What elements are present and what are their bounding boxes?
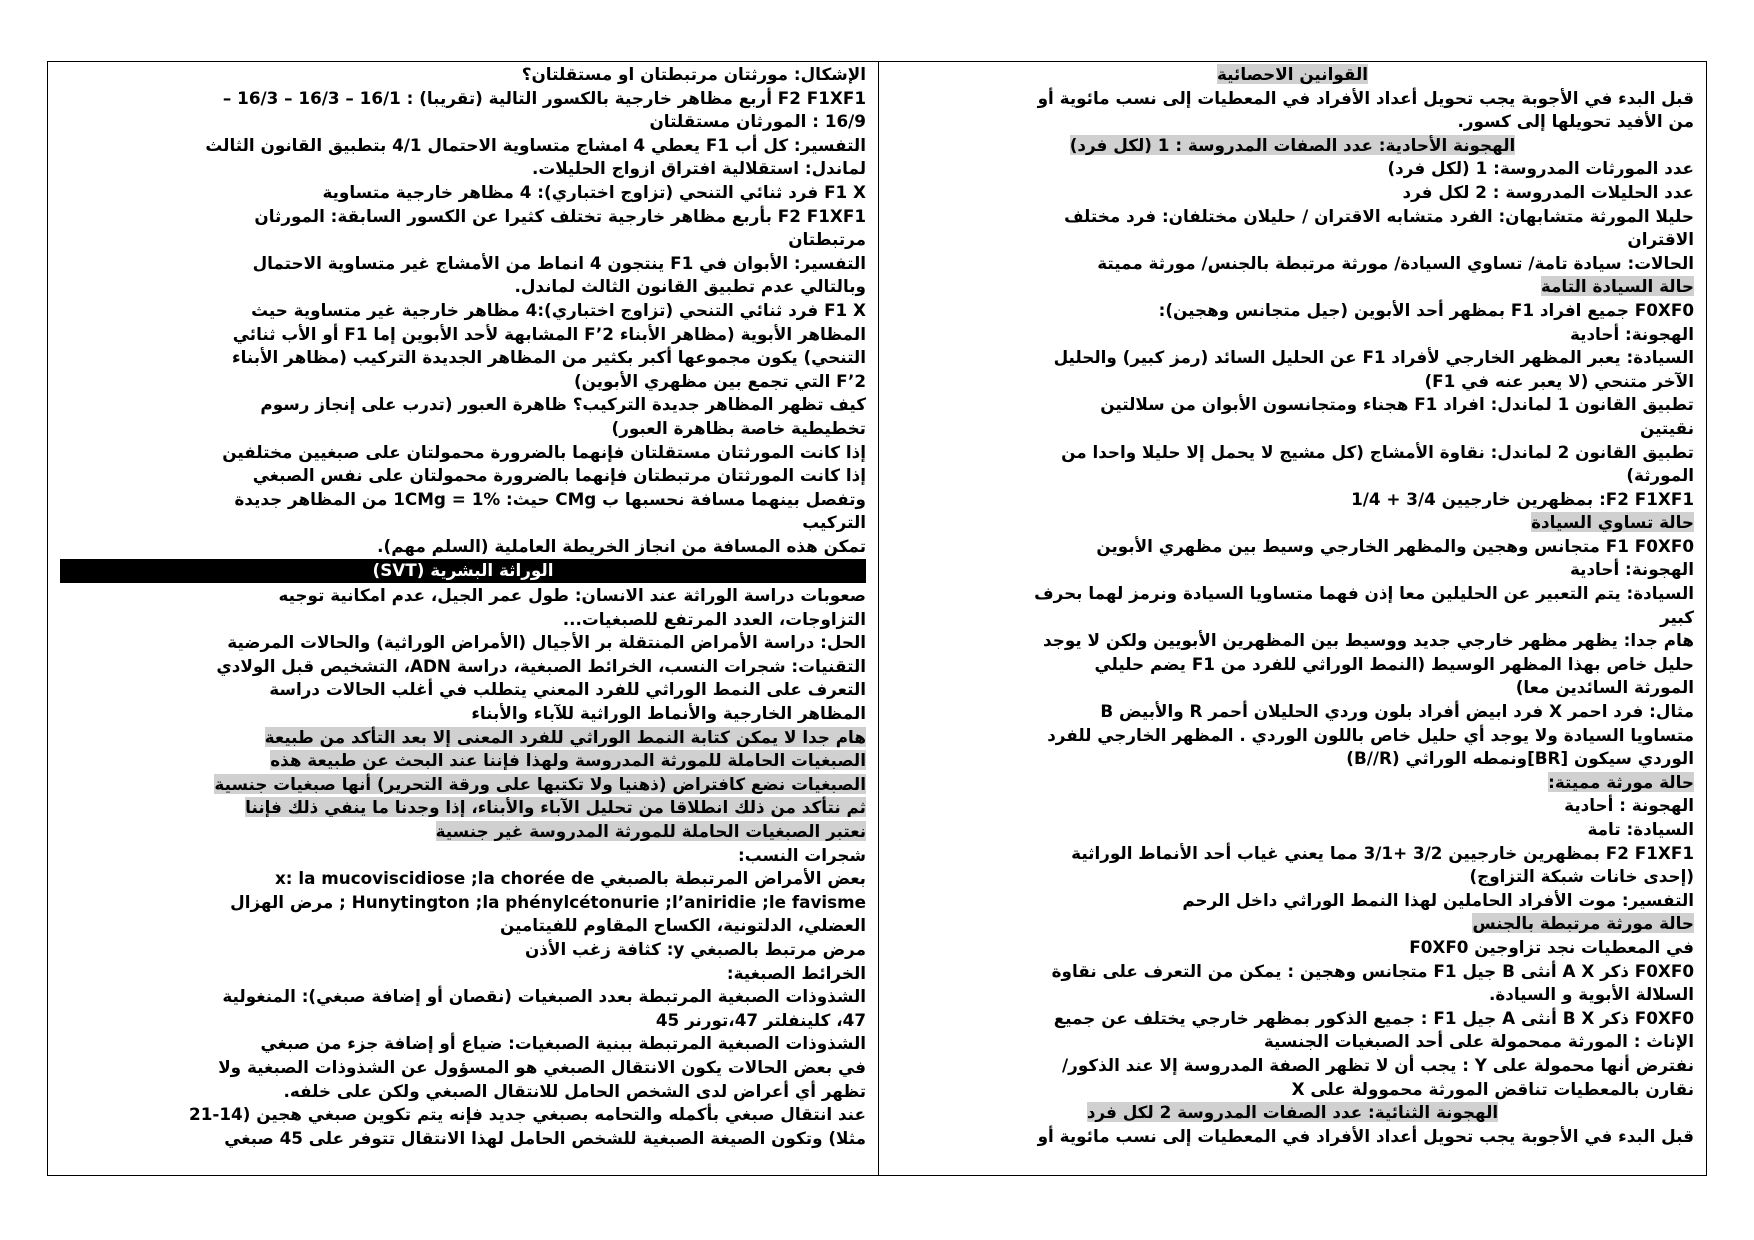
highlighted-text: حالة تساوي السيادة [1531, 512, 1694, 533]
right-column-line: السيادة: يعبر المظهر الخارجي لأفراد F1 عن الحليل السائد (رمز كبير) والحليل [1053, 347, 1694, 368]
right-column-line [891, 275, 1694, 299]
right-column-line: F0XF0 جميع افراد F1 بمظهر أحد الأبوين (جيل متجانس وهجين): [1158, 299, 1694, 320]
left-column-line: المظاهر الخارجية والأنماط الوراثية للآباء والأبناء [471, 703, 866, 724]
right-column-line: السيادة: تامة [1587, 819, 1694, 839]
highlighted-text: حالة مورثة مرتبطة بالجنس [1472, 913, 1694, 934]
right-column-line: حليلا المورثة متشابهان: الفرد متشابه الاقتران / حليلان مختلفان: فرد مختلف [1064, 205, 1694, 226]
left-column-line: عند انتقال صبغي بأكمله والتحامه بصبغي جديد فإنه يتم تكوين صبغي هجين (14-21 [189, 1104, 866, 1125]
left-column-line: Hunytington ;la phénylcétonurie ;l’aniridie ;le favisme ; مرض الهزال [230, 891, 866, 912]
left-column-line: F1 X فرد ثنائي التنحي (تزاوج اختباري):4 مظاهر خارجية غير متساوية حيث [251, 299, 866, 320]
right-column-line: من الأفيد تحويلها إلى كسور. [1457, 111, 1694, 132]
right-column-line [891, 771, 1694, 795]
right-column-line: متساويا السيادة ولا يوجد أي حليل خاص باللون الوردي . المظهر الخارجي للفرد [1047, 724, 1694, 745]
right-column-line: تطبيق القانون 2 لماندل: نقاوة الأمشاج (كل مشيج لا يحمل إلا حليلا واحدا من [1061, 441, 1694, 462]
highlighted-heading: الهجونة الأحادية: عدد الصفات المدروسة : 1 (لكل فرد) [1069, 134, 1516, 155]
right-column-line: المورثة) [1626, 465, 1694, 486]
right-column-line: السلالة الأبوية و السيادة. [1488, 984, 1694, 1005]
left-column-line: التقنيات: شجرات النسب، الخرائط الصبغية، دراسة ADN، التشخيص قبل الولادي [216, 655, 866, 676]
left-column-line: مرض مرتبط بالصبغي y: كثافة زغب الأذن [525, 938, 866, 959]
left-column-line: التعرف على النمط الوراثي للفرد المعني يتطلب في أغلب الحالات دراسة [269, 679, 866, 700]
right-column-line: الحالات: سيادة تامة/ تساوي السيادة/ مورثة مرتبطة بالجنس/ مورثة مميتة [1097, 252, 1694, 273]
left-column-line: التركيب [802, 512, 866, 533]
right-column-line: السيادة: يتم التعبير عن الحليلين معا إذن فهما متساويا السيادة ونرمز لهما بحرف [1034, 583, 1694, 604]
right-column-line [891, 912, 1694, 936]
left-column-line: بعض الأمراض المرتبطة بالصبغي x: la mucoviscidiose ;la chorée de [274, 868, 866, 889]
left-column-line: في بعض الحالات يكون الانتقال الصبغي هو المسؤول عن الشذوذات الصبغية ولا [218, 1056, 866, 1077]
left-column-line: الشذوذات الصبغية المرتبطة بعدد الصبغيات (نقصان أو إضافة صبغي): المنغولية [222, 986, 866, 1007]
right-column-line: F0XF0 ذكر B X أنثى A جيل F1 : جميع الذكور بمظهر خارجي يختلف عن جميع [1053, 1007, 1694, 1028]
left-column-line: الحل: دراسة الأمراض المنتقلة بر الأجيال (الأمراض الوراثية) والحالات المرضية [227, 632, 866, 653]
left-column-line [60, 820, 866, 844]
left-column-line: التنحي) يكون مجموعها أكبر بكثير من المظاهر الجديدة التركيب (مظاهر الأبناء [232, 347, 866, 368]
right-column-line: مثال: فرد احمر X فرد ابيض أفراد بلون وردي الحليلان أحمر R والأبيض B [1100, 701, 1694, 722]
left-column-line: F’2 التي تجمع بين مظهري الأبوين) [573, 370, 866, 391]
right-column-line: الهجونة : أحادية [1564, 795, 1694, 816]
left-column-line: صعوبات دراسة الوراثة عند الانسان: طول عمر الجيل، عدم امكانية توجيه [278, 585, 866, 606]
right-column-line: F2 F1XF1 بمظهرين خارجيين 3/2 +3/1 مما يعني غياب أحد الأنماط الوراثية [1071, 842, 1694, 863]
left-column-line: F2 F1XF1 بأربع مظاهر خارجية تختلف كثيرا عن الكسور السابقة: المورثان [254, 205, 866, 226]
highlighted-text: ثم نتأكد من ذلك انطلاقا من تحليل الآباء والأبناء، إذا وجدنا ما ينفي ذلك فإننا [245, 797, 866, 818]
right-column-line: نقيتين [1639, 417, 1694, 438]
highlighted-heading: القوانين الاحصائية [1216, 64, 1368, 84]
left-column-line [60, 749, 866, 773]
highlighted-text: هام جدا لا يمكن كتابة النمط الوراثي للفرد المعنى إلا بعد التأكد من طبيعة [264, 726, 866, 747]
left-column-line: 16/9 : المورثان مستقلتان [649, 111, 866, 132]
right-column-line: F1 F0XF0 متجانس وهجين والمظهر الخارجي وسيط بين مظهري الأبوين [1096, 535, 1694, 556]
right-column-line: قبل البدء في الأجوبة يجب تحويل أعداد الأفراد في المعطيات إلى نسب مائوية أو [1037, 1125, 1694, 1146]
left-column-line [60, 773, 866, 797]
left-column-line: F1 X فرد ثنائي التنحي (تزاوج اختباري): 4 مظاهر خارجية متساوية [322, 181, 866, 202]
document-table [47, 61, 1707, 1176]
left-column-line: إذا كانت المورثتان مستقلتان فإنهما بالضرورة محمولتان على صبغيين مختلفين [222, 441, 866, 462]
right-column-line: قبل البدء في الأجوبة يجب تحويل أعداد الأفراد في المعطيات إلى نسب مائوية أو [1037, 87, 1694, 108]
left-column-line: الشذوذات الصبغية المرتبطة ببنية الصبغيات: ضياع أو إضافة جزء من صبغي [260, 1033, 866, 1054]
right-column-line: F0XF0 ذكر A X أنثى B جيل F1 متجانس وهجين : يمكن من التعرف على نقاوة [1051, 960, 1694, 981]
left-column-line: الإشكال: مورثتان مرتبطتان او مستقلتان؟ [521, 64, 866, 84]
left-column-line: المظاهر الأبوية (مظاهر الأبناء F’2 المشابهة لأحد الأبوين إما F1 أو الأب ثنائي [232, 323, 866, 344]
right-column-line: نفترض أنها محمولة على Y : يجب أن لا تظهر الصفة المدروسة إلا عند الذكور/ [1062, 1054, 1694, 1075]
right-column-line: الوردي سيكون [BR]ونمطه الوراثي (B//R) [1346, 748, 1694, 769]
highlighted-text: نعتبر الصبغيات الحاملة للمورثة المدروسة غير جنسية [435, 821, 866, 841]
right-column-line: F2 F1XF1: بمظهرين خارجيين 3/4 + 1/4 [1351, 488, 1694, 509]
right-column-line: عدد الحليلات المدروسة : 2 لكل فرد [1402, 181, 1694, 202]
left-column-line: تخطيطية خاصة بظاهرة العبور) [611, 417, 866, 438]
right-column-line: الإناث : المورثة ممحمولة على أحد الصبغيات الجنسية [1263, 1031, 1694, 1052]
left-column-line: F2 F1XF1 أربع مظاهر خارجية بالكسور التالية (تقريبا) : 16/1 – 16/3 – 16/3 – [222, 87, 866, 108]
right-column-line [891, 1101, 1694, 1125]
left-column-line [60, 726, 866, 750]
left-column-line: وبالتالي عدم تطبيق القانون الثالث لماندل. [514, 276, 866, 297]
right-column-line: نقارن بالمعطيات تناقض المورثة محموولة على X [1291, 1078, 1694, 1099]
left-column-line: إذا كانت المورثتان مرتبطتان فإنهما بالضرورة محمولتان على نفس الصبغي [252, 465, 866, 486]
highlighted-text: الصبغيات نضع كافتراض (ذهنيا ولا تكتبها على ورقة التحرير) أنها صبغيات جنسية [214, 773, 866, 794]
left-column [48, 62, 878, 1175]
right-column-line: المورثة السائدين معا) [1515, 677, 1694, 698]
right-column-line: كبير [1660, 606, 1694, 627]
left-column-line: الخرائط الصبغية: [726, 962, 866, 983]
right-column [878, 62, 1706, 1175]
right-column-line: تطبيق القانون 1 لماندل: افراد F1 هجناء ومتجانسون الأبوان من سلالتين [1100, 394, 1694, 415]
highlighted-heading: الهجونة الثنائية: عدد الصفات المدروسة 2 لكل فرد [1086, 1102, 1499, 1123]
right-column-line: (إحدى خانات شبكة التزاوج) [1469, 866, 1694, 887]
left-column-line: التفسير: الأبوان في F1 ينتجون 4 انماط من الأمشاج غير متساوية الاحتمال [252, 252, 866, 273]
left-column-line: لماندل: استقلالية افتراق ازواج الحليلات. [531, 158, 866, 179]
right-column-line: الآخر متنحي (لا يعبر عنه في F1) [1424, 370, 1694, 391]
left-column-line [60, 796, 866, 820]
right-column-line: الهجونة: أحادية [1569, 323, 1694, 344]
highlighted-text: حالة مورثة مميتة: [1548, 771, 1694, 792]
right-column-line [891, 134, 1694, 158]
right-column-line: حليل خاص بهذا المظهر الوسيط (النمط الوراثي للفرد من F1 يضم حليلي [1094, 653, 1694, 674]
right-column-line: الهجونة: أحادية [1569, 559, 1694, 580]
right-column-line: عدد المورثات المدروسة: 1 (لكل فرد) [1387, 158, 1694, 179]
right-column-line: الاقتران [1627, 229, 1694, 250]
right-column-line: في المعطيات نجد تزاوجين F0XF0 [1409, 936, 1694, 957]
right-column-line [891, 63, 1694, 87]
highlighted-text: الصبغيات الحاملة للمورثة المدروسة ولهذا فإننا عند البحث عن طبيعة هذه [270, 750, 866, 771]
left-column-line: مرتبطتان [788, 229, 866, 250]
section-banner: الوراثة البشرية (SVT) [60, 559, 866, 583]
right-column-line: هام جدا: يظهر مظهر خارجي جديد ووسيط بين المظهرين الأبويين ولكن لا يوجد [1043, 630, 1694, 651]
left-column-line: تمكن هذه المسافة من انجاز الخريطة العاملية (السلم مهم). [377, 535, 866, 556]
left-column-line: التفسير: كل أب F1 يعطي 4 امشاج متساوية الاحتمال 4/1 بتطبيق القانون الثالث [205, 134, 866, 155]
left-column-line: وتفصل بينهما مسافة نحسبها ب CMg حيث: %1 = 1CMg من المظاهر جديدة [234, 488, 866, 509]
left-column-line: التزاوجات، العدد المرتفع للصبغيات... [562, 608, 866, 629]
left-column-line: 47، كلينفلتر 47،تورنر 45 [655, 1009, 866, 1030]
left-column-line: تظهر أي أعراض لدى الشخص الحامل للانتقال الصبغي ولكن على خلفه. [283, 1080, 866, 1101]
highlighted-text: حالة السيادة التامة [1540, 276, 1694, 297]
right-column-line [891, 511, 1694, 535]
right-column-line: التفسير: موت الأفراد الحاملين لهذا النمط الوراثي داخل الرحم [1182, 889, 1694, 910]
left-column-line: كيف تظهر المظاهر جديدة التركيب؟ ظاهرة العبور (تدرب على إنجاز رسوم [260, 394, 866, 415]
left-column-line: مثلا) وتكون الصيغة الصبغية للشخص الحامل لهذا الانتقال تتوفر على 45 صبغي [224, 1127, 866, 1148]
left-column-line: شجرات النسب: [738, 844, 866, 865]
left-column-line: العضلي، الدلتونية، الكساح المقاوم للفيتامين [499, 915, 866, 936]
